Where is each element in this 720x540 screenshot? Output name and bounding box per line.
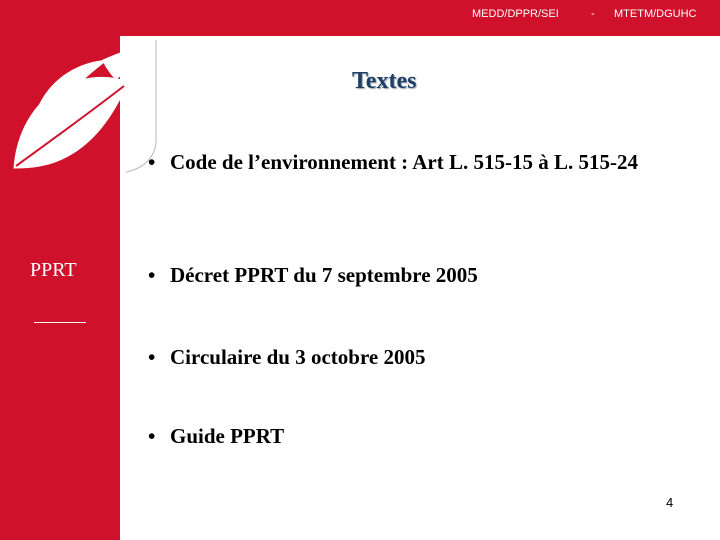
bullet-marker: • [148,424,156,448]
leaf-logo-icon [6,40,166,175]
bullet-item [148,339,720,375]
bullet-text: Circulaire du 3 octobre 2005 [170,345,426,369]
slide-title: Textes [352,68,417,94]
sidebar-label: PPRT [30,259,77,281]
bullet-item [148,144,720,180]
header-separator: - [591,8,595,20]
header-right-text: MTETM/DGUHC [614,8,697,20]
bullet-item [148,418,720,454]
page-number: 4 [666,495,674,510]
bullet-marker: • [148,150,156,174]
header-left-text: MEDD/DPPR/SEI [472,8,559,20]
bullet-text: Guide PPRT [170,424,285,448]
bullet-marker: • [148,263,156,287]
bullet-text: Code de l’environnement : Art L. 515-15 à L. 515-24 [170,150,638,174]
sidebar-divider [34,322,86,323]
bullet-marker: • [148,345,156,369]
bullet-text: Décret PPRT du 7 septembre 2005 [170,263,478,287]
bullet-item [148,257,720,293]
